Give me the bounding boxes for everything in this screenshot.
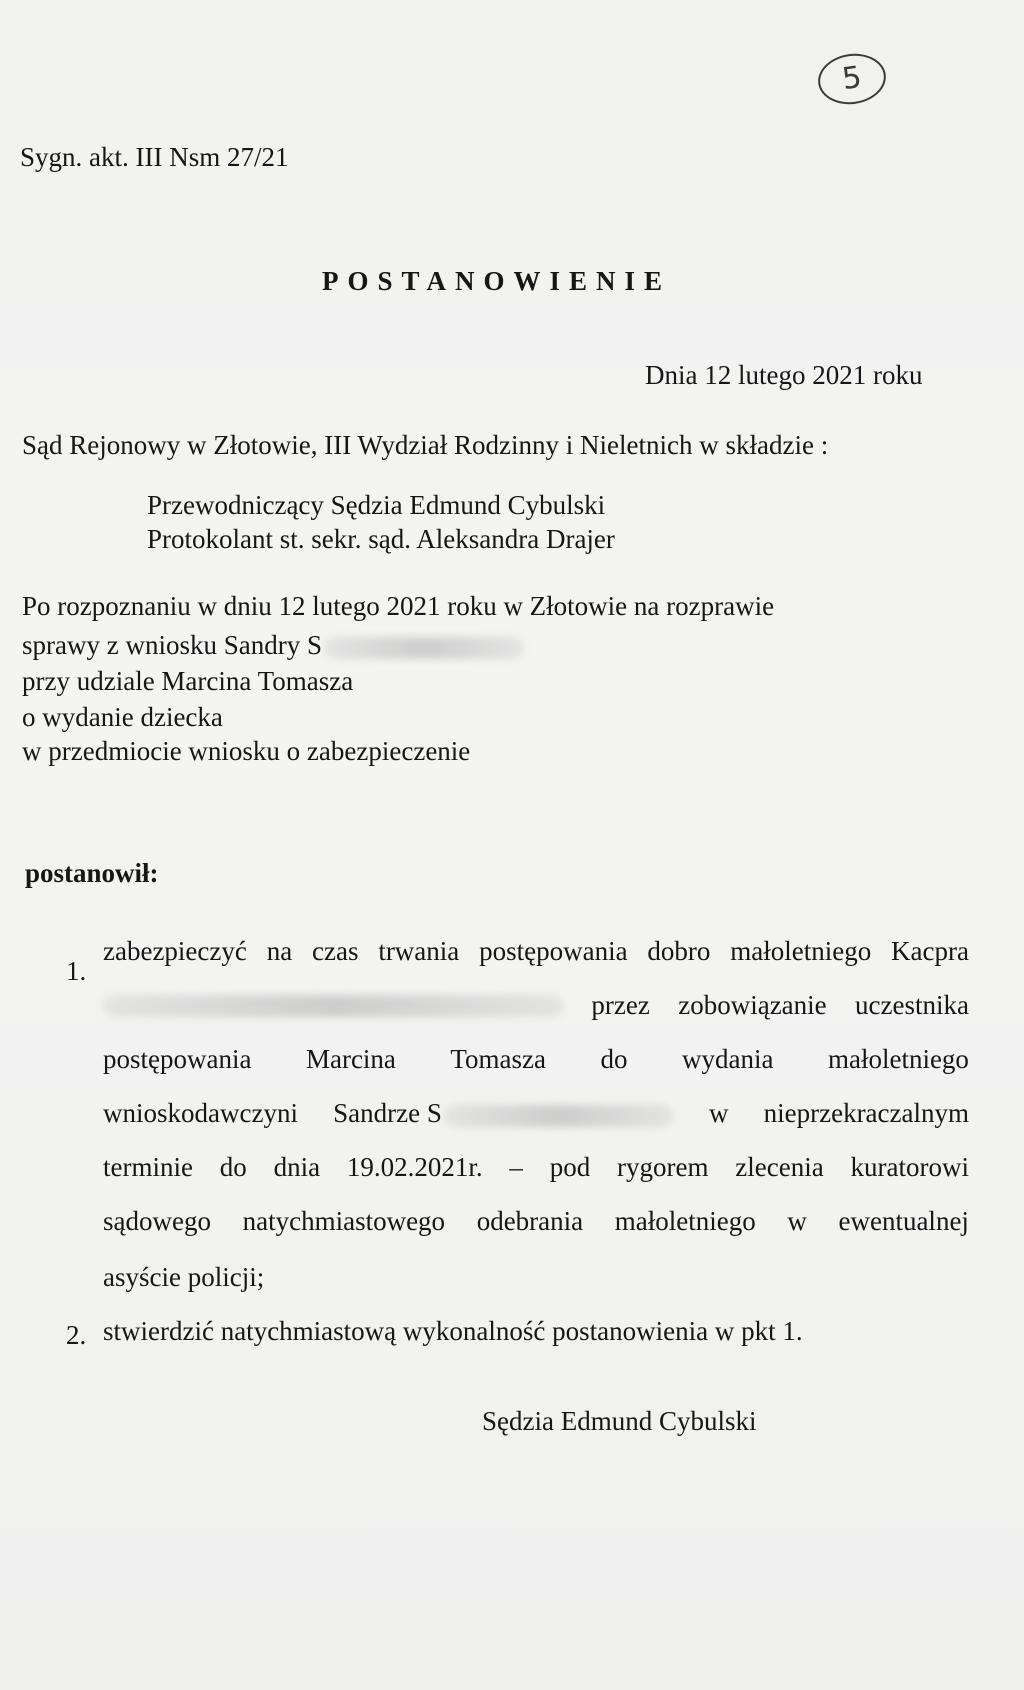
word: na: [266, 936, 293, 966]
item-1-line-1: [103, 938, 969, 965]
word: terminie: [103, 1152, 193, 1182]
word: postępowania: [479, 936, 628, 966]
word: nieprzekraczalnym: [763, 1098, 969, 1128]
item-1-line-7: asyście policji;: [103, 1262, 265, 1292]
item-2-text: stwierdzić natychmiastową wykonalność postanowienia w pkt 1.: [103, 1316, 803, 1346]
item-1-line-6: [103, 1208, 969, 1235]
word: kuratorowi: [850, 1152, 969, 1182]
redacted-child-details: [103, 995, 563, 1017]
word: trwania: [378, 936, 460, 966]
case-number: Sygn. akt. III Nsm 27/21: [20, 142, 289, 172]
item-1-line-2: [103, 992, 969, 1019]
word: do: [219, 1152, 247, 1182]
redacted-surname: [324, 637, 524, 659]
hearing-line-2: [22, 632, 524, 659]
word: Tomasza: [450, 1044, 546, 1074]
item-1-line-3: [103, 1046, 969, 1073]
document-title: POSTANOWIENIE: [322, 266, 672, 296]
word: w: [787, 1206, 807, 1236]
word: wydania: [682, 1044, 774, 1074]
word: czas: [312, 936, 359, 966]
handwritten-page-number: 5: [815, 50, 889, 109]
word: 19.02.2021r.: [346, 1152, 483, 1182]
word: zabezpieczyć: [103, 936, 247, 966]
word: małoletniego: [730, 936, 872, 966]
word: małoletniego: [614, 1206, 756, 1236]
word: Sandrze S: [333, 1098, 442, 1128]
decided-label: postanowił:: [25, 858, 159, 888]
court-line: Sąd Rejonowy w Złotowie, III Wydział Rodzinny i Nieletnich w składzie :: [22, 430, 829, 460]
word: dnia: [273, 1152, 321, 1182]
hearing-line-5: w przedmiocie wniosku o zabezpieczenie: [22, 736, 471, 766]
hearing-line-2-text: sprawy z wniosku Sandry S: [22, 630, 322, 660]
word: Marcina: [305, 1044, 396, 1074]
item-1-number: 1.: [66, 956, 87, 986]
word: natychmiastowego: [242, 1206, 446, 1236]
hearing-line-3: przy udziale Marcina Tomasza: [22, 666, 354, 696]
court-clerk: Protokolant st. sekr. sąd. Aleksandra Drajer: [147, 524, 615, 554]
word: ewentualnej: [838, 1206, 969, 1236]
word: wnioskodawczyni: [103, 1098, 298, 1128]
word: dobro: [647, 936, 711, 966]
word: –: [509, 1152, 523, 1182]
word: do: [600, 1044, 628, 1074]
word: Kacpra: [891, 936, 969, 966]
hearing-line-4: o wydanie dziecka: [22, 702, 223, 732]
item-1-line-4: [103, 1100, 969, 1127]
item-1-line-5: [103, 1154, 969, 1181]
word: zlecenia: [735, 1152, 824, 1182]
hearing-line-1: Po rozpoznaniu w dniu 12 lutego 2021 roku w Złotowie na rozprawie: [22, 591, 775, 621]
word: uczestnika: [855, 990, 969, 1020]
word: rygorem: [617, 1152, 709, 1182]
word: postępowania: [103, 1044, 252, 1074]
word: odebrania: [476, 1206, 584, 1236]
word-with-redaction: [333, 1100, 674, 1127]
presiding-judge: Przewodniczący Sędzia Edmund Cybulski: [147, 490, 606, 520]
item-2-number: 2.: [66, 1320, 87, 1350]
redacted-surname: [444, 1105, 674, 1127]
word: przez: [591, 990, 650, 1020]
word: małoletniego: [827, 1044, 969, 1074]
word: sądowego: [103, 1206, 211, 1236]
word: zobowiązanie: [678, 990, 827, 1020]
judge-signature: Sędzia Edmund Cybulski: [482, 1406, 757, 1436]
date-line: Dnia 12 lutego 2021 roku: [645, 360, 923, 390]
word: pod: [549, 1152, 591, 1182]
word: w: [708, 1098, 729, 1128]
